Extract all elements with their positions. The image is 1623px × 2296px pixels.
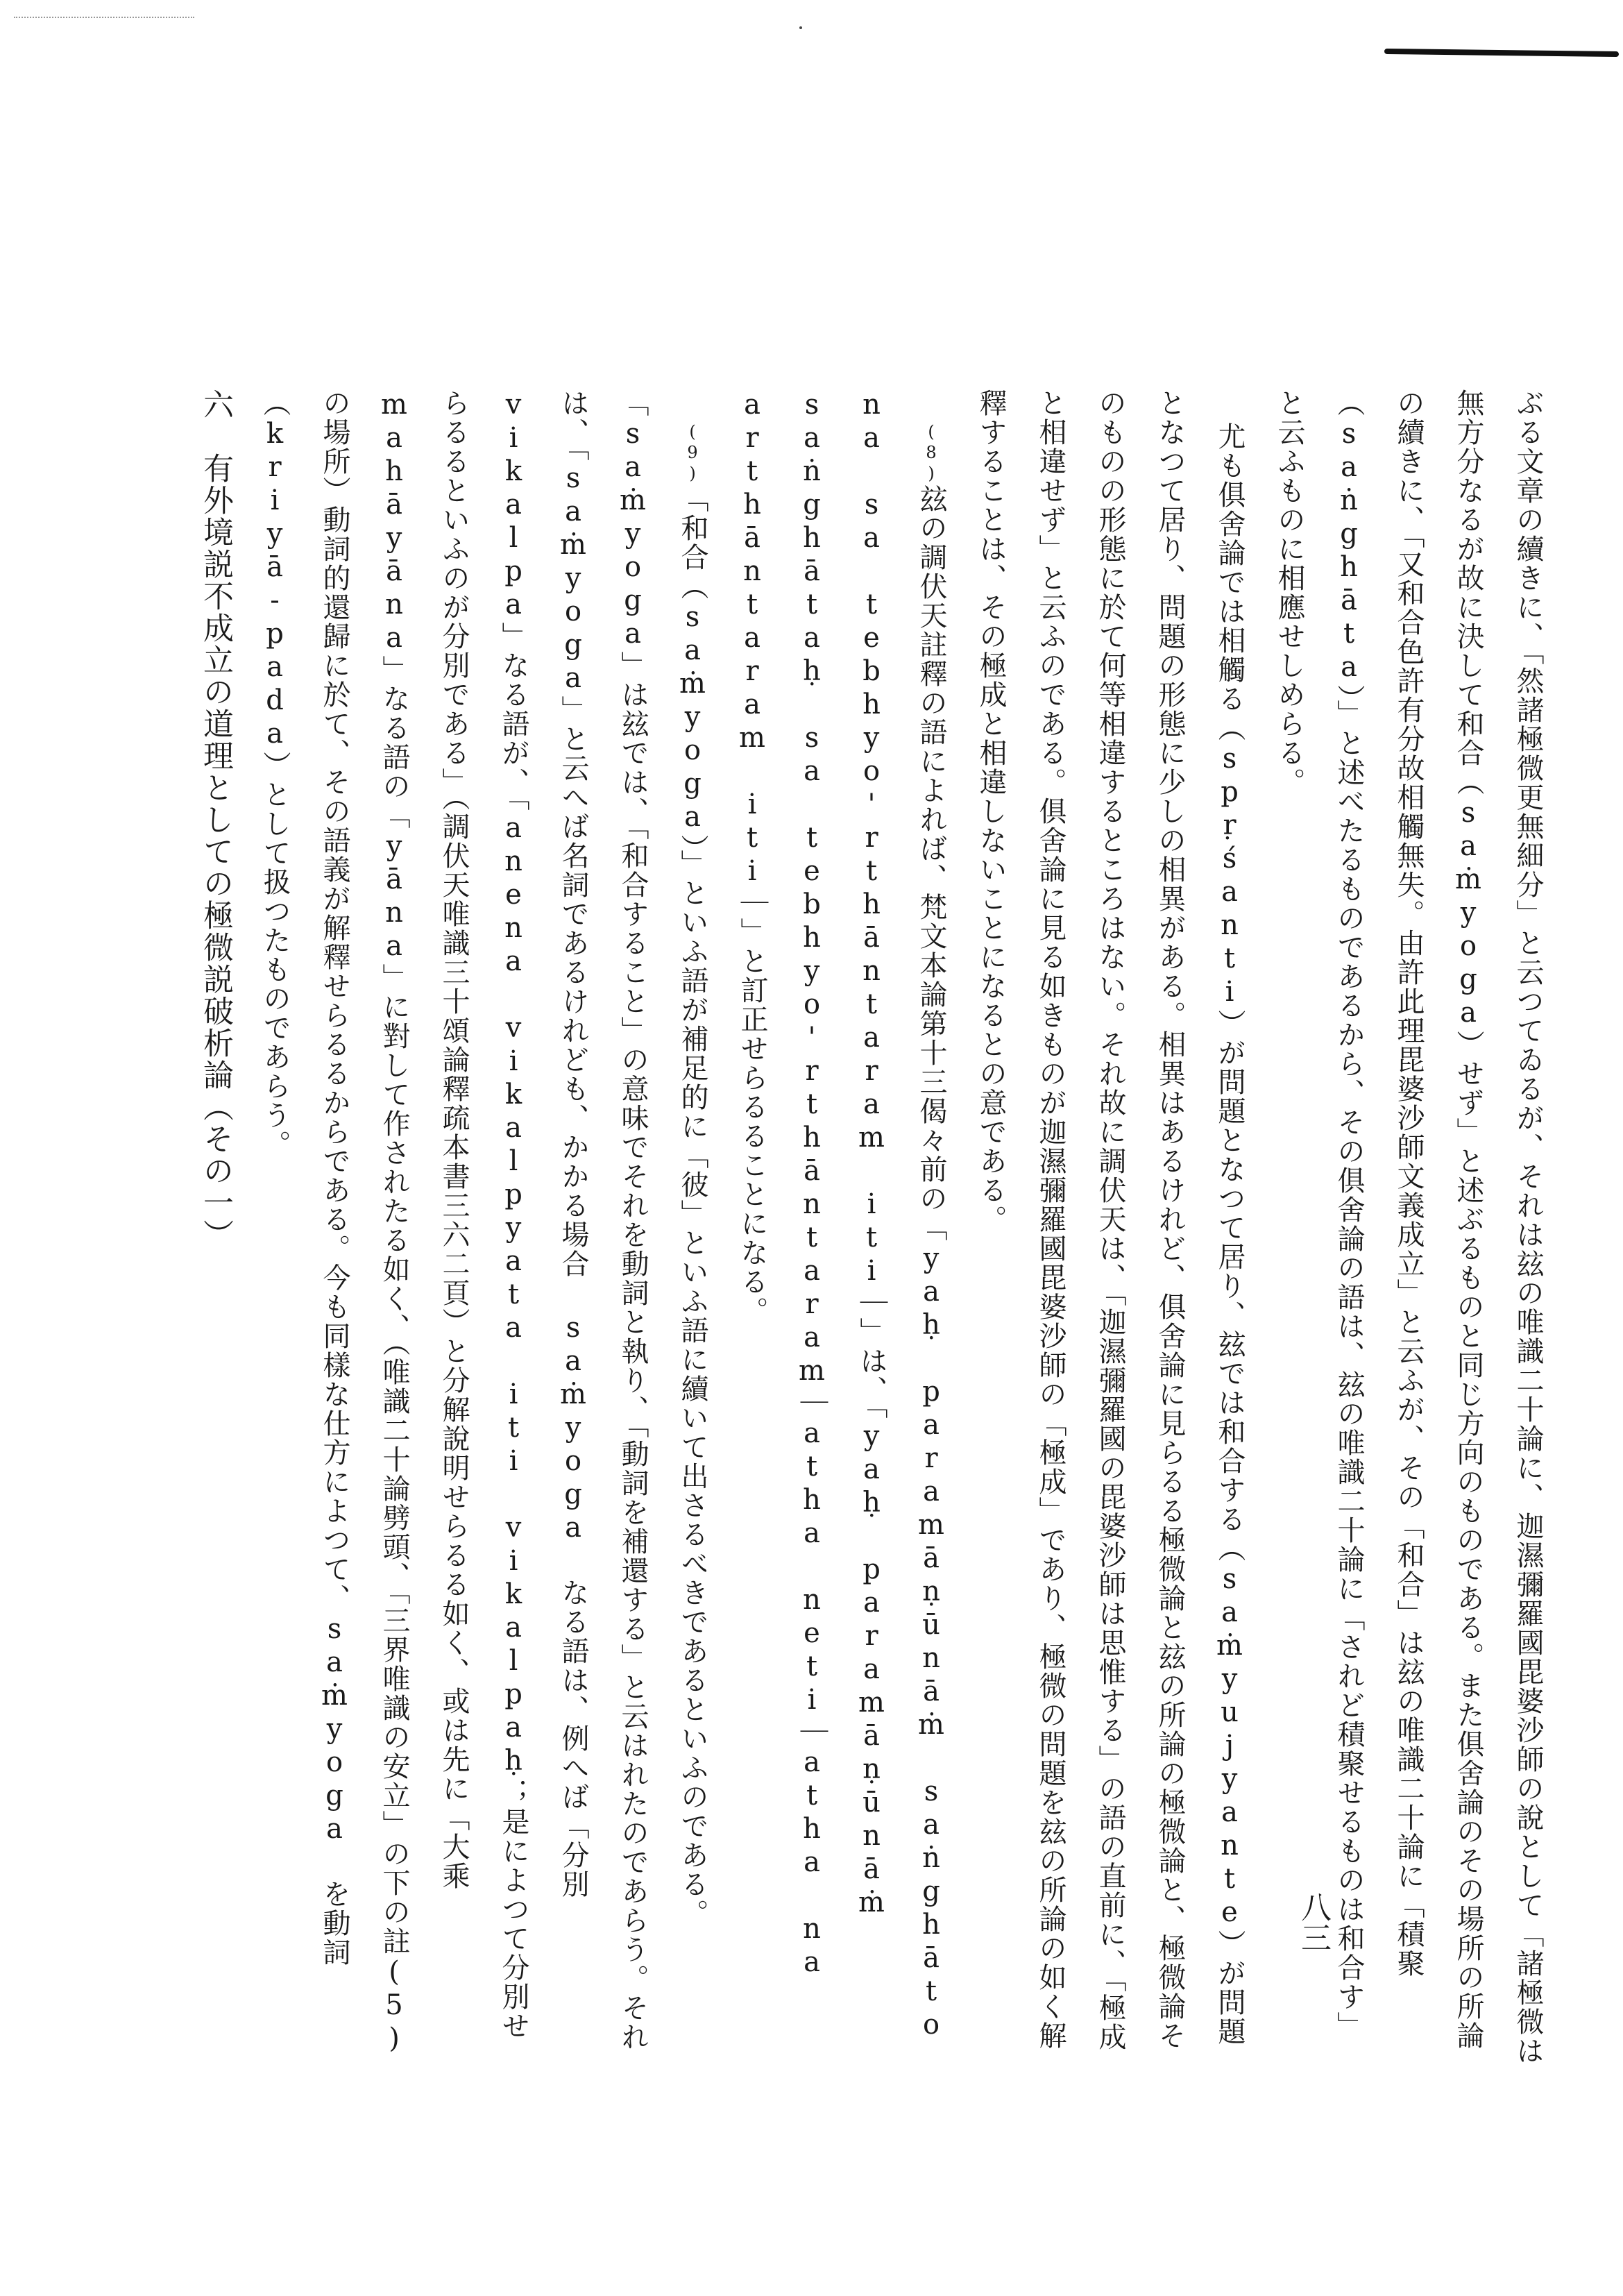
scan-artifact-speck [799, 26, 802, 29]
vertical-text-column [198, 389, 1558, 2068]
paragraph-4 [245, 389, 722, 2068]
note-marker-8: (8) [921, 422, 941, 484]
paragraph-4-text: 「和合（saṁyoga）」といふ語が補足的に「彼」といふ語に續いて出さるべきであるといふのである。「saṁyoga」は玆では、「和合すること」の意味でそれを動詞と執り、「動詞を補還する」と云はれたのであらう。それは、「saṁyoga」と云へば名詞であるけれども、かかる場合 saṁyoga なる語は、例へば「分別 vikalpa」なる語が、「anena vikalpyata iti vikalpaḥ；是によつて分別せらるるといふのが分別である」（調伏天唯識三十頌論釋疏本書三六二頁）と分解說明せらるる如く、或は先に「大乘 mahāyāna」なる語の「yāna」に對して作されたる如く、（唯識二十論劈頭、「三界唯識の安立」の下の註(5)の場所）動詞的還歸に於て、その語義が解釋せらるるからである。今も同樣な仕方によつて、saṁyoga を動詞（kriyā-pada）として扱つたものであらう。 [259, 389, 708, 2056]
paragraph-3-text: 玆の調伏天註釋の語によれば、梵文本論第十三偈々前の「yaḥ paramāṇūnāṁ saṅghāto na sa tebhyo'rthāntaram iti｜」は、「yaḥ paramāṇūnāṁ saṅghātaḥ sa tebhyo'rthāntaram｜atha neti｜atha na arthāntaram iti｜」と訂正せらるることになる。 [736, 389, 947, 2042]
running-heading: 六 有外境説不成立の道理としての極微説破析論（その一） [198, 389, 233, 1251]
page-number: 八三 [1295, 1891, 1331, 1952]
paragraph-2: 尤も俱舍論では相觸る（spṛśanti）が問題となつて居り、玆では和合する（saṁyujyante）が問題となつて居り、問題の形態に少しの相異がある。相異はあるけれど、俱舍論に見らるる極微論と玆の所論の極微論と、極微論そのものの形態に於て何等相違するところはない。それ故に調伏天は、「迦濕彌羅國の毘婆沙師は思惟する」の語の直前に、「極成と相違せず」と云ふのである。俱舍論に見る如きものが迦濕彌羅國毘婆沙師の「極成」であり、極微の問題を玆の所論の如く解釋することは、その極成と相違しないことになるとの意である。 [975, 389, 1246, 2052]
paragraph-1: ぶる文章の續きに、「然諸極微更無細分」と云つてゐるが、それは玆の唯識二十論に、迦濕彌羅國毘婆沙師の說として「諸極微は無方分なるが故に決して和合（saṁyoga）せず」と述ぶるものと同じ方向のものである。また俱舍論のその場所の所論の續きに、「又和合色許有分故相觸無失。由許此理毘婆沙師文義成立」と云ふが、その「和合」は玆の唯識二十論に「積聚（saṅghāta）」と述べたるものであるから、その俱舍論の語は、玆の唯識二十論に「されど積聚せるものは和合す」と云ふものに相應せしめらる。 [1273, 389, 1544, 2066]
note-marker-9: (9) [683, 422, 702, 484]
scan-artifact-dots [14, 17, 194, 19]
scan-artifact-bar [1384, 49, 1619, 57]
paragraph-3 [722, 389, 961, 2068]
